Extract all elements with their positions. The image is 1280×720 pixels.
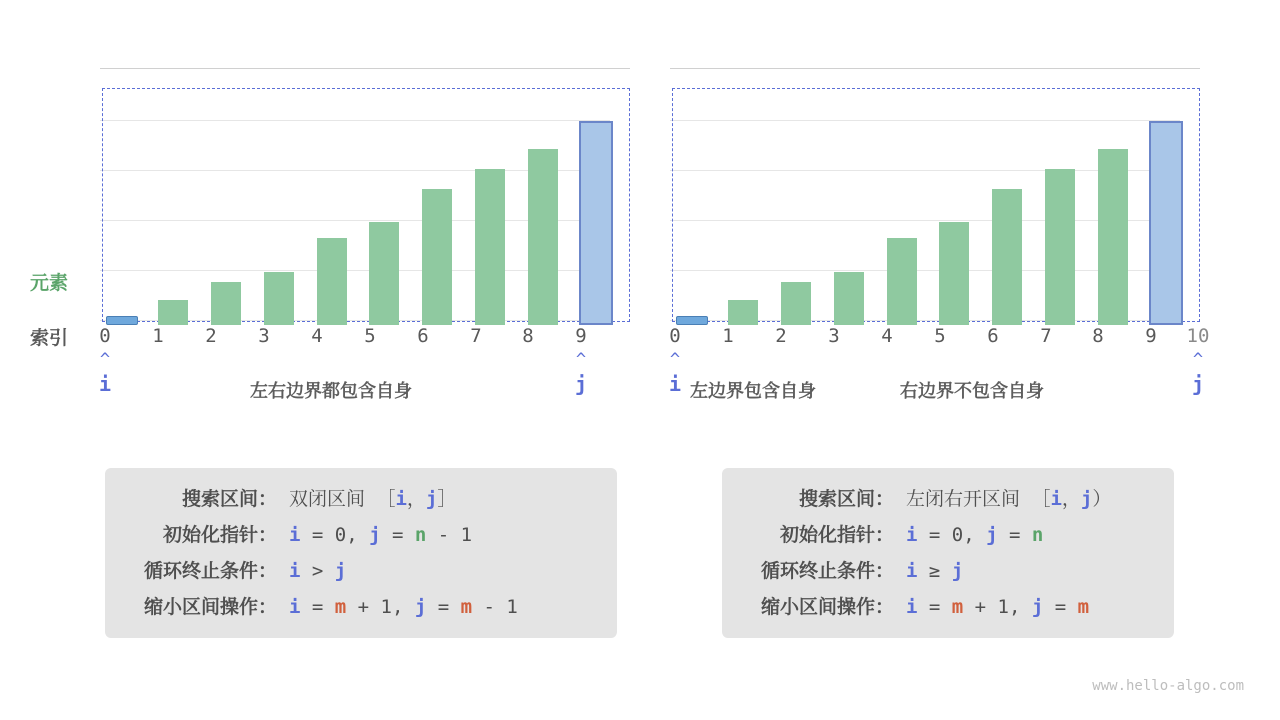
info-value: 左闭右开区间 ［i，j） bbox=[906, 488, 1112, 510]
note-right-0: 左边界包含自身 bbox=[690, 381, 816, 401]
bar-0 bbox=[676, 316, 708, 325]
bar-8 bbox=[528, 149, 558, 325]
row-label-index: 索引 bbox=[30, 328, 69, 349]
info-value: i ≥ j bbox=[906, 560, 964, 582]
bar-6 bbox=[422, 189, 452, 325]
bar-8 bbox=[1098, 149, 1128, 325]
tick-4: 4 bbox=[311, 325, 323, 347]
tick-2: 2 bbox=[775, 325, 787, 347]
info-key: 初始化指针： bbox=[162, 525, 277, 546]
bar-0 bbox=[106, 316, 138, 325]
info-line bbox=[744, 520, 1148, 556]
watermark: www.hello-algo.com bbox=[1092, 678, 1244, 694]
info-key: 缩小区间操作： bbox=[760, 597, 894, 618]
info-key: 循环终止条件： bbox=[760, 561, 894, 582]
info-value: 双闭区间 ［i，j］ bbox=[289, 488, 457, 510]
tick-1: 1 bbox=[152, 325, 164, 347]
info-value: i = m + 1, j = m - 1 bbox=[289, 596, 518, 618]
caret-i: ^ bbox=[99, 350, 111, 370]
chart-closed-open bbox=[630, 60, 1190, 325]
info-line bbox=[127, 484, 591, 520]
info-box-closed-open bbox=[722, 468, 1174, 638]
info-key: 循环终止条件： bbox=[143, 561, 277, 582]
bar-1 bbox=[158, 300, 188, 325]
chart-closed-closed bbox=[60, 60, 620, 325]
info-line bbox=[127, 520, 591, 556]
bar-group-left bbox=[104, 95, 614, 325]
tick-2: 2 bbox=[205, 325, 217, 347]
gridline bbox=[670, 68, 1200, 69]
tick-10: 10 bbox=[1186, 325, 1210, 347]
bar-7 bbox=[475, 169, 505, 325]
tick-9: 9 bbox=[575, 325, 587, 347]
info-key: 搜索区间： bbox=[181, 489, 277, 510]
tick-3: 3 bbox=[828, 325, 840, 347]
tick-3: 3 bbox=[258, 325, 270, 347]
tick-5: 5 bbox=[364, 325, 376, 347]
caret-i: ^ bbox=[669, 350, 681, 370]
pointer-j: j bbox=[574, 372, 588, 396]
axis-ticks-left bbox=[60, 325, 620, 351]
tick-9: 9 bbox=[1145, 325, 1157, 347]
pointer-j: j bbox=[1191, 372, 1205, 396]
bar-4 bbox=[317, 238, 347, 325]
tick-6: 6 bbox=[417, 325, 429, 347]
info-line bbox=[744, 592, 1148, 628]
tick-4: 4 bbox=[881, 325, 893, 347]
info-key: 初始化指针： bbox=[779, 525, 894, 546]
info-line bbox=[744, 484, 1148, 520]
info-value: i = 0, j = n bbox=[906, 524, 1044, 546]
tick-8: 8 bbox=[1092, 325, 1104, 347]
bar-9 bbox=[1149, 121, 1183, 325]
axis-ticks-right bbox=[630, 325, 1230, 351]
bar-3 bbox=[834, 272, 864, 325]
tick-7: 7 bbox=[470, 325, 482, 347]
bar-9 bbox=[579, 121, 613, 325]
note-right-1: 右边界不包含自身 bbox=[900, 381, 1044, 401]
info-value: i = m + 1, j = m bbox=[906, 596, 1090, 618]
bar-2 bbox=[211, 282, 241, 325]
bar-2 bbox=[781, 282, 811, 325]
info-key: 搜索区间： bbox=[798, 489, 894, 510]
gridline bbox=[100, 68, 630, 69]
tick-7: 7 bbox=[1040, 325, 1052, 347]
pointer-i: i bbox=[668, 372, 682, 396]
info-key: 缩小区间操作： bbox=[143, 597, 277, 618]
bar-6 bbox=[992, 189, 1022, 325]
bar-5 bbox=[939, 222, 969, 325]
caret-j: ^ bbox=[575, 350, 587, 370]
row-label-elements: 元素 bbox=[30, 273, 69, 294]
bar-7 bbox=[1045, 169, 1075, 325]
tick-1: 1 bbox=[722, 325, 734, 347]
tick-0: 0 bbox=[669, 325, 681, 347]
info-value: i > j bbox=[289, 560, 347, 582]
caret-j: ^ bbox=[1192, 350, 1204, 370]
tick-5: 5 bbox=[934, 325, 946, 347]
note-left-0: 左右边界都包含自身 bbox=[250, 381, 412, 401]
bar-4 bbox=[887, 238, 917, 325]
bar-5 bbox=[369, 222, 399, 325]
info-box-closed-closed bbox=[105, 468, 617, 638]
info-line bbox=[127, 556, 591, 592]
info-value: i = 0, j = n - 1 bbox=[289, 524, 473, 546]
tick-8: 8 bbox=[522, 325, 534, 347]
info-line bbox=[127, 592, 591, 628]
tick-6: 6 bbox=[987, 325, 999, 347]
bar-group-right bbox=[674, 95, 1184, 325]
pointer-i: i bbox=[98, 372, 112, 396]
bar-3 bbox=[264, 272, 294, 325]
tick-0: 0 bbox=[99, 325, 111, 347]
bar-1 bbox=[728, 300, 758, 325]
info-line bbox=[744, 556, 1148, 592]
